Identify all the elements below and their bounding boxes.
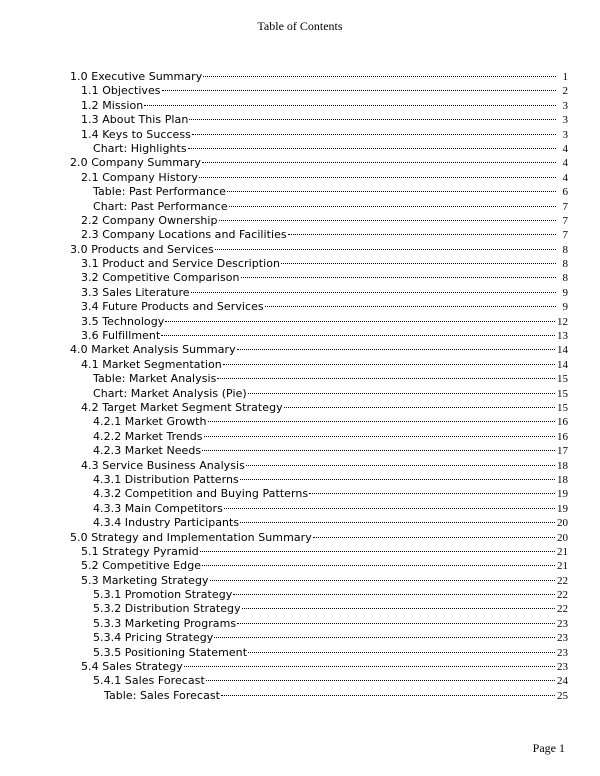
toc-entry[interactable] [70,574,568,588]
toc-entry-page: 8 [562,243,568,256]
toc-dot-leader [221,695,555,696]
toc-entry-page: 9 [562,301,568,314]
toc-entry-page: 23 [557,661,568,674]
toc-entry-page: 23 [557,617,568,630]
toc-entry-page: 21 [557,560,568,573]
toc-entry[interactable] [70,228,568,242]
toc-dot-leader [233,594,555,595]
toc-entry-page: 17 [557,445,568,458]
toc-entry-label: 2.2 Company Ownership [81,213,218,227]
toc-entry-label: Chart: Highlights [93,141,187,155]
toc-dot-leader [200,551,555,552]
toc-dot-leader [240,522,555,523]
toc-entry-page: 20 [557,517,568,530]
toc-entry[interactable] [70,387,568,401]
toc-entry-label: 1.0 Executive Summary [70,70,203,83]
toc-entry-page: 7 [562,229,568,242]
toc-entry-page: 25 [557,689,568,702]
toc-entry-label: 1.1 Objectives [81,84,161,98]
toc-dot-leader [162,90,556,91]
toc-entry[interactable] [70,142,568,156]
toc-entry-label: 1.2 Mission [81,98,144,112]
toc-entry-page: 19 [557,502,568,515]
toc-entry-label: Table: Past Performance [93,185,226,199]
toc-entry[interactable] [70,113,568,127]
toc-entry-page: 22 [557,603,568,616]
toc-dot-leader [208,421,555,422]
toc-dot-leader [288,234,556,235]
toc-dot-leader [237,349,555,350]
toc-entry-page: 22 [557,574,568,587]
toc-dot-leader [219,220,556,221]
page-number: Page 1 [532,741,565,755]
toc-entry-page: 19 [557,488,568,501]
toc-entry[interactable] [70,602,568,616]
toc-entry-page: 14 [557,358,568,371]
toc-dot-leader [248,393,555,394]
toc-entry-page: 16 [557,416,568,429]
toc-entry[interactable] [70,300,568,314]
toc-dot-leader [188,148,556,149]
toc-entry[interactable] [70,415,568,429]
toc-entry-page: 20 [557,531,568,544]
toc-dot-leader [227,191,556,192]
toc-entry[interactable] [70,473,568,487]
toc-entry[interactable] [70,487,568,501]
toc-entry-label: 5.3.2 Distribution Strategy [93,602,241,616]
toc-dot-leader [189,119,556,120]
toc-entry[interactable] [70,243,568,257]
toc-entry-page: 24 [557,675,568,688]
toc-entry[interactable] [70,84,568,98]
toc-entry-page: 3 [562,128,568,141]
toc-dot-leader [217,378,555,379]
toc-entry-page: 2 [562,85,568,98]
toc-entry-page: 15 [557,387,568,400]
toc-entry[interactable] [70,329,568,343]
document-title: Table of Contents [257,19,343,33]
toc-entry[interactable] [70,502,568,516]
toc-entry-label: 4.2.3 Market Needs [93,444,202,458]
toc-dot-leader [203,76,556,77]
toc-dot-leader [241,277,556,278]
toc-entry-page: 9 [562,286,568,299]
toc-dot-leader [265,306,556,307]
toc-dot-leader [248,652,555,653]
toc-entry-page: 1 [562,71,568,83]
toc-entry-page: 3 [562,114,568,127]
toc-entry-page: 22 [557,589,568,602]
toc-entry-page: 4 [562,157,568,170]
toc-entry-page: 7 [562,200,568,213]
toc-entry-page: 12 [557,315,568,328]
toc-entry[interactable] [70,588,568,602]
toc-entry-page: 18 [557,459,568,472]
toc-entry-label: 4.3.2 Competition and Buying Patterns [93,487,309,501]
toc-entry-label: 2.1 Company History [81,170,198,184]
toc-dot-leader [242,608,555,609]
toc-entry[interactable] [70,444,568,458]
toc-entry[interactable] [70,343,568,357]
toc-entry[interactable] [70,401,568,415]
toc-dot-leader [223,364,555,365]
toc-entry-page: 4 [562,142,568,155]
toc-dot-leader [246,465,555,466]
toc-dot-leader [161,335,555,336]
toc-entry-page: 4 [562,171,568,184]
toc-entry-page: 7 [562,214,568,227]
toc-dot-leader [184,666,555,667]
toc-entry-page: 13 [557,330,568,343]
toc-entry-page: 23 [557,632,568,645]
toc-entry-label: 3.3 Sales Literature [81,285,190,299]
toc-dot-leader [202,450,555,451]
toc-entry-label: 4.3.3 Main Competitors [93,501,223,515]
toc-entry[interactable] [70,70,568,84]
toc-entry-page: 8 [562,272,568,285]
toc-dot-leader [281,263,556,264]
toc-entry-label: 5.4.1 Sales Forecast [93,674,205,688]
toc-dot-leader [313,537,555,538]
toc-entry-label: 3.1 Product and Service Description [81,257,280,271]
toc-entry-label: 4.1 Market Segmentation [81,357,222,371]
toc-dot-leader [237,623,555,624]
toc-entry-page: 21 [557,545,568,558]
toc-dot-leader [229,206,556,207]
toc-entry-label: 2.0 Company Summary [70,156,201,170]
toc-entry[interactable] [70,516,568,530]
toc-entry-label: 5.1 Strategy Pyramid [81,544,199,558]
toc-entry[interactable] [70,185,568,199]
toc-entry-page: 6 [562,186,568,199]
toc-entry-label: 3.2 Competitive Comparison [81,271,240,285]
toc-entry-label: 4.2.2 Market Trends [93,429,203,443]
toc-entry-label: 3.5 Technology [81,314,165,328]
table-of-contents [70,70,568,703]
toc-dot-leader [215,249,556,250]
toc-entry[interactable] [70,271,568,285]
toc-entry[interactable] [70,545,568,559]
toc-entry-label: Chart: Past Performance [93,199,228,213]
toc-entry-label: 5.3 Marketing Strategy [81,573,209,587]
toc-dot-leader [284,407,555,408]
toc-entry-label: 2.3 Company Locations and Facilities [81,228,287,242]
toc-entry-page: 3 [562,99,568,112]
toc-entry[interactable] [70,156,568,170]
toc-entry[interactable] [70,315,568,329]
toc-dot-leader [202,162,556,163]
toc-entry[interactable] [70,689,568,703]
toc-entry-page: 15 [557,401,568,414]
toc-entry-label: Chart: Market Analysis (Pie) [93,386,247,400]
toc-entry-label: 5.4 Sales Strategy [81,660,183,674]
toc-dot-leader [206,680,555,681]
toc-entry-label: 4.2.1 Market Growth [93,415,207,429]
toc-entry[interactable] [70,631,568,645]
toc-dot-leader [192,134,556,135]
toc-entry-label: 5.3.5 Positioning Statement [93,645,248,659]
toc-entry[interactable] [70,459,568,473]
toc-entry-label: 5.3.4 Pricing Strategy [93,631,214,645]
toc-entry[interactable] [70,674,568,688]
toc-entry-label: 5.3.3 Marketing Programs [93,616,237,630]
toc-dot-leader [199,177,556,178]
toc-entry-label: 4.2 Target Market Segment Strategy [81,400,283,414]
toc-entry-page: 8 [562,258,568,271]
toc-entry-label: 4.3.4 Industry Participants [93,516,240,530]
toc-dot-leader [144,105,556,106]
toc-dot-leader [202,565,555,566]
toc-dot-leader [214,637,555,638]
toc-dot-leader [204,436,555,437]
toc-entry[interactable] [70,171,568,185]
toc-entry-label: 4.3 Service Business Analysis [81,458,245,472]
toc-entry[interactable] [70,430,568,444]
toc-entry-label: 5.2 Competitive Edge [81,559,202,573]
toc-entry-label: 4.0 Market Analysis Summary [70,343,236,357]
toc-dot-leader [165,321,555,322]
toc-entry-label: 5.0 Strategy and Implementation Summary [70,530,312,544]
toc-entry[interactable] [70,257,568,271]
toc-entry-page: 14 [557,344,568,357]
toc-dot-leader [210,580,555,581]
toc-entry-label: Table: Sales Forecast [104,688,221,702]
toc-entry[interactable] [70,128,568,142]
toc-entry[interactable] [70,531,568,545]
toc-entry-page: 18 [557,473,568,486]
toc-entry[interactable] [70,200,568,214]
toc-entry[interactable] [70,214,568,228]
toc-entry[interactable] [70,358,568,372]
toc-dot-leader [224,508,555,509]
toc-entry-label: 3.0 Products and Services [70,242,214,256]
toc-dot-leader [309,493,555,494]
toc-dot-leader [240,479,555,480]
toc-entry[interactable] [70,646,568,660]
toc-entry-label: 3.6 Fulfillment [81,329,161,343]
toc-entry-label: 3.4 Future Products and Services [81,300,264,314]
toc-entry[interactable] [70,99,568,113]
toc-entry-label: 1.3 About This Plan [81,113,189,127]
toc-entry[interactable] [70,559,568,573]
toc-entry[interactable] [70,617,568,631]
toc-entry-label: 1.4 Keys to Success [81,127,191,141]
toc-entry-label: Table: Market Analysis [93,372,217,386]
toc-entry-label: 4.3.1 Distribution Patterns [93,472,239,486]
toc-entry[interactable] [70,286,568,300]
toc-entry-page: 23 [557,646,568,659]
toc-entry-label: 5.3.1 Promotion Strategy [93,588,233,602]
toc-entry[interactable] [70,660,568,674]
toc-entry[interactable] [70,372,568,386]
toc-entry-page: 15 [557,373,568,386]
toc-entry-page: 16 [557,430,568,443]
toc-dot-leader [191,292,556,293]
